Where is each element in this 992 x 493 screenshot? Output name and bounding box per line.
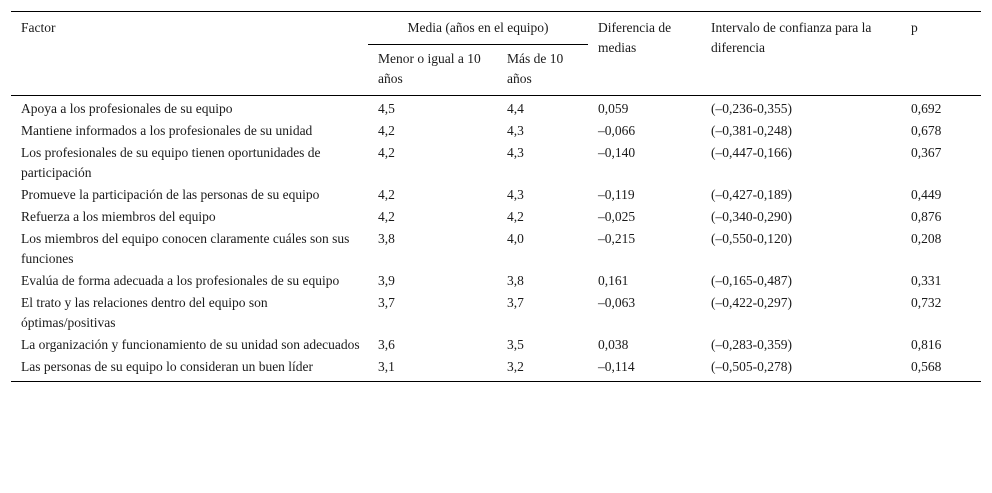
table-row (11, 96, 981, 121)
header-media-menor: Menor o igual a 10 años (368, 45, 497, 96)
table-row (11, 334, 981, 356)
cell-p: 0,568 (911, 359, 942, 374)
header-p: p (901, 12, 981, 96)
cell-menor: 3,9 (378, 273, 395, 288)
cell-menor: 4,2 (378, 145, 395, 160)
cell-intervalo: (–0,447-0,166) (711, 145, 793, 160)
header-media-mas: Más de 10 años (497, 45, 588, 96)
cell-p: 0,816 (911, 337, 942, 352)
table-header (11, 12, 981, 96)
table-row (11, 142, 981, 184)
cell-p: 0,331 (911, 273, 942, 288)
cell-mas: 4,4 (507, 101, 524, 116)
table-row (11, 184, 981, 206)
cell-menor: 4,2 (378, 123, 395, 138)
cell-factor: Las personas de su equipo lo consideran un buen líder (21, 359, 314, 374)
cell-intervalo: (–0,283-0,359) (711, 337, 793, 352)
table-row (11, 120, 981, 142)
cell-menor: 3,1 (378, 359, 395, 374)
cell-mas: 4,3 (507, 187, 524, 202)
cell-intervalo: (–0,236-0,355) (711, 101, 793, 116)
cell-mas: 4,2 (507, 209, 524, 224)
cell-mas: 3,2 (507, 359, 524, 374)
cell-diferencia: –0,063 (598, 295, 636, 310)
cell-factor: Promueve la participación de las personas de su equipo (21, 187, 320, 202)
header-factor: Factor (11, 12, 368, 96)
cell-mas: 4,3 (507, 123, 524, 138)
cell-diferencia: –0,114 (598, 359, 635, 374)
table-row (11, 228, 981, 270)
results-table (11, 11, 981, 382)
cell-mas: 4,0 (507, 231, 524, 246)
cell-diferencia: –0,066 (598, 123, 636, 138)
cell-intervalo: (–0,165-0,487) (711, 273, 793, 288)
table-row (11, 356, 981, 382)
cell-menor: 3,6 (378, 337, 395, 352)
cell-menor: 3,8 (378, 231, 395, 246)
header-diferencia: Diferencia de medias (588, 12, 701, 96)
cell-diferencia: –0,215 (598, 231, 636, 246)
cell-mas: 4,3 (507, 145, 524, 160)
header-intervalo: Intervalo de confianza para la diferencia (701, 12, 901, 96)
cell-diferencia: –0,025 (598, 209, 636, 224)
cell-intervalo: (–0,340-0,290) (711, 209, 793, 224)
cell-factor: La organización y funcionamiento de su unidad son adecuados (21, 337, 360, 352)
cell-menor: 4,2 (378, 209, 395, 224)
cell-intervalo: (–0,427-0,189) (711, 187, 793, 202)
table-row (11, 292, 981, 334)
cell-intervalo: (–0,550-0,120) (711, 231, 793, 246)
cell-intervalo: (–0,381-0,248) (711, 123, 793, 138)
cell-mas: 3,8 (507, 273, 524, 288)
cell-factor: Apoya a los profesionales de su equipo (21, 101, 233, 116)
cell-factor: El trato y las relaciones dentro del equipo son óptimas/positivas (21, 295, 268, 330)
cell-p: 0,876 (911, 209, 942, 224)
cell-intervalo: (–0,505-0,278) (711, 359, 793, 374)
header-media-group-label: Media (años en el equipo) (407, 20, 549, 35)
cell-p: 0,692 (911, 101, 942, 116)
cell-p: 0,678 (911, 123, 942, 138)
cell-diferencia: 0,161 (598, 273, 629, 288)
cell-factor: Evalúa de forma adecuada a los profesionales de su equipo (21, 273, 340, 288)
cell-diferencia: 0,059 (598, 101, 629, 116)
cell-mas: 3,5 (507, 337, 524, 352)
cell-diferencia: –0,140 (598, 145, 636, 160)
cell-factor: Los miembros del equipo conocen claramente cuáles son sus funciones (21, 231, 350, 266)
table-row (11, 270, 981, 292)
cell-mas: 3,7 (507, 295, 524, 310)
cell-p: 0,367 (911, 145, 942, 160)
cell-intervalo: (–0,422-0,297) (711, 295, 793, 310)
cell-p: 0,449 (911, 187, 942, 202)
cell-diferencia: –0,119 (598, 187, 635, 202)
table-row (11, 206, 981, 228)
header-media-group (368, 12, 588, 45)
cell-factor: Los profesionales de su equipo tienen oportunidades de participación (21, 145, 321, 180)
cell-menor: 3,7 (378, 295, 395, 310)
cell-factor: Refuerza a los miembros del equipo (21, 209, 216, 224)
cell-menor: 4,5 (378, 101, 395, 116)
table-body (11, 96, 981, 382)
header-row-main (11, 12, 981, 45)
cell-diferencia: 0,038 (598, 337, 629, 352)
cell-menor: 4,2 (378, 187, 395, 202)
cell-p: 0,732 (911, 295, 942, 310)
results-table-container (11, 11, 981, 382)
cell-p: 0,208 (911, 231, 942, 246)
cell-factor: Mantiene informados a los profesionales de su unidad (21, 123, 313, 138)
